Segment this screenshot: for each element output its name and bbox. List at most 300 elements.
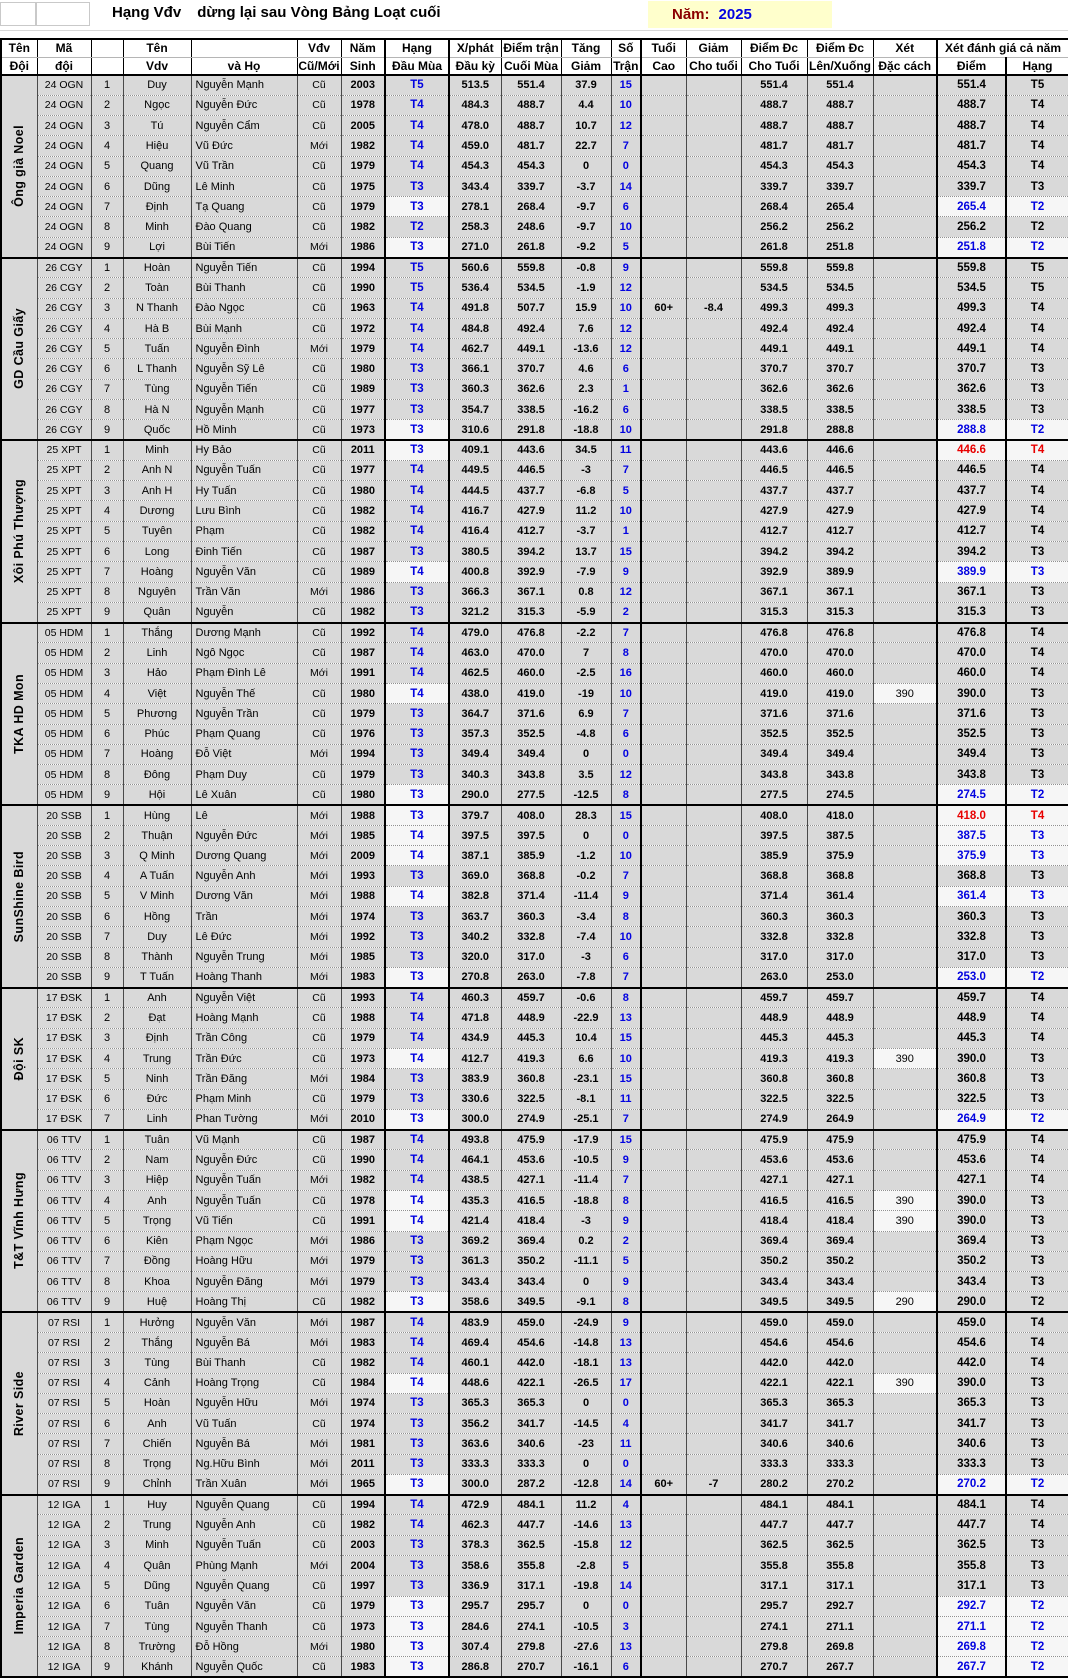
cell-start-points[interactable]: 379.7 <box>449 805 501 825</box>
cell-surname[interactable]: Hoàng Mạnh <box>191 1008 297 1028</box>
cell-points-for-age[interactable]: 459.0 <box>741 1312 807 1332</box>
cell-special-review[interactable] <box>873 1353 937 1373</box>
cell-birth-year[interactable]: 2003 <box>341 1535 385 1555</box>
cell-points-up-down[interactable]: 534.5 <box>807 278 873 298</box>
cell-start-rank[interactable]: T3 <box>385 947 449 967</box>
col-header-age-deduction-line2[interactable]: Cho tuổi <box>686 57 741 75</box>
cell-old-new[interactable]: Cũ <box>297 1576 341 1596</box>
cell-special-review[interactable] <box>873 95 937 115</box>
cell-first-name[interactable]: Chỉnh <box>123 1474 191 1494</box>
cell-change[interactable]: -1.9 <box>561 278 611 298</box>
cell-start-rank[interactable]: T3 <box>385 379 449 399</box>
cell-surname[interactable]: Phùng Mạnh <box>191 1556 297 1576</box>
cell-start-rank[interactable]: T3 <box>385 724 449 744</box>
cell-old-new[interactable]: Cũ <box>297 643 341 663</box>
cell-start-rank[interactable]: T3 <box>385 907 449 927</box>
cell-old-new[interactable]: Mới <box>297 1170 341 1190</box>
cell-team-code[interactable]: 07 RSI <box>37 1312 91 1332</box>
cell-old-new[interactable]: Mới <box>297 136 341 156</box>
cell-team-code[interactable]: 06 TTV <box>37 1130 91 1150</box>
cell-change[interactable]: -12.5 <box>561 785 611 805</box>
cell-points-up-down[interactable]: 371.6 <box>807 704 873 724</box>
cell-change[interactable]: -15.8 <box>561 1535 611 1555</box>
cell-birth-year[interactable]: 1989 <box>341 379 385 399</box>
cell-points-up-down[interactable]: 412.7 <box>807 521 873 541</box>
cell-points-for-age[interactable]: 277.5 <box>741 785 807 805</box>
cell-index[interactable]: 5 <box>91 704 123 724</box>
cell-special-review[interactable] <box>873 359 937 379</box>
cell-age-deduction[interactable] <box>686 765 741 785</box>
cell-index[interactable]: 1 <box>91 988 123 1008</box>
cell-birth-year[interactable]: 1963 <box>341 298 385 318</box>
cell-points-up-down[interactable]: 251.8 <box>807 237 873 257</box>
cell-start-rank[interactable]: T3 <box>385 1556 449 1576</box>
cell-end-points[interactable]: 371.4 <box>501 886 561 906</box>
cell-final-rank[interactable]: T4 <box>1006 1312 1068 1332</box>
cell-age[interactable] <box>641 1130 686 1150</box>
cell-matches[interactable]: 13 <box>611 1008 641 1028</box>
cell-team-code[interactable]: 05 HDM <box>37 683 91 703</box>
cell-surname[interactable]: Nguyễn Trung <box>191 947 297 967</box>
col-header-change-line2[interactable]: Giảm <box>561 57 611 75</box>
cell-team-code[interactable]: 24 OGN <box>37 176 91 196</box>
cell-surname[interactable]: Nguyễn Quốc <box>191 1657 297 1677</box>
cell-team-code[interactable]: 25 XPT <box>37 460 91 480</box>
cell-old-new[interactable]: Cũ <box>297 197 341 217</box>
cell-age[interactable] <box>641 1049 686 1069</box>
cell-start-rank[interactable]: T4 <box>385 1130 449 1150</box>
cell-start-points[interactable]: 484.8 <box>449 318 501 338</box>
cell-age[interactable] <box>641 1231 686 1251</box>
cell-age[interactable] <box>641 765 686 785</box>
cell-index[interactable]: 6 <box>91 907 123 927</box>
cell-final-rank[interactable]: T3 <box>1006 176 1068 196</box>
cell-final-rank[interactable]: T2 <box>1006 1292 1068 1312</box>
cell-team-code[interactable]: 06 TTV <box>37 1251 91 1271</box>
cell-change[interactable]: 4.6 <box>561 359 611 379</box>
cell-final-points[interactable]: 475.9 <box>937 1130 1006 1150</box>
cell-points-up-down[interactable]: 360.3 <box>807 907 873 927</box>
cell-special-review[interactable] <box>873 521 937 541</box>
cell-final-rank[interactable]: T2 <box>1006 1637 1068 1657</box>
cell-points-up-down[interactable]: 442.0 <box>807 1353 873 1373</box>
cell-age-deduction[interactable] <box>686 460 741 480</box>
col-header-surname[interactable] <box>191 39 297 57</box>
cell-start-points[interactable]: 300.0 <box>449 1109 501 1129</box>
cell-end-points[interactable]: 459.7 <box>501 988 561 1008</box>
cell-final-rank[interactable]: T3 <box>1006 1454 1068 1474</box>
cell-surname[interactable]: Phạm Duy <box>191 765 297 785</box>
cell-points-for-age[interactable]: 360.8 <box>741 1069 807 1089</box>
cell-end-points[interactable]: 248.6 <box>501 217 561 237</box>
cell-final-rank[interactable]: T3 <box>1006 1414 1068 1434</box>
cell-special-review[interactable] <box>873 663 937 683</box>
cell-start-rank[interactable]: T3 <box>385 541 449 561</box>
cell-points-for-age[interactable]: 274.1 <box>741 1616 807 1636</box>
cell-end-points[interactable]: 368.8 <box>501 866 561 886</box>
cell-start-points[interactable]: 438.0 <box>449 683 501 703</box>
cell-final-points[interactable]: 375.9 <box>937 846 1006 866</box>
cell-old-new[interactable]: Cũ <box>297 116 341 136</box>
cell-old-new[interactable]: Mới <box>297 947 341 967</box>
cell-final-points[interactable]: 343.8 <box>937 765 1006 785</box>
cell-start-points[interactable]: 491.8 <box>449 298 501 318</box>
cell-matches[interactable]: 14 <box>611 1474 641 1494</box>
cell-matches[interactable]: 11 <box>611 440 641 460</box>
cell-index[interactable]: 1 <box>91 1312 123 1332</box>
team-name-cell[interactable] <box>1 988 37 1130</box>
cell-start-points[interactable]: 300.0 <box>449 1474 501 1494</box>
cell-special-review[interactable] <box>873 501 937 521</box>
cell-index[interactable]: 2 <box>91 643 123 663</box>
cell-old-new[interactable]: Mới <box>297 825 341 845</box>
cell-points-up-down[interactable]: 454.6 <box>807 1332 873 1352</box>
cell-final-points[interactable]: 361.4 <box>937 886 1006 906</box>
cell-index[interactable]: 1 <box>91 1130 123 1150</box>
cell-matches[interactable]: 12 <box>611 582 641 602</box>
cell-matches[interactable]: 0 <box>611 156 641 176</box>
cell-age[interactable] <box>641 460 686 480</box>
cell-matches[interactable]: 9 <box>611 562 641 582</box>
cell-old-new[interactable]: Cũ <box>297 176 341 196</box>
cell-index[interactable]: 8 <box>91 765 123 785</box>
cell-first-name[interactable]: Quân <box>123 602 191 622</box>
cell-old-new[interactable]: Cũ <box>297 1190 341 1210</box>
col-header-birth-year[interactable]: Năm <box>341 39 385 57</box>
cell-index[interactable]: 2 <box>91 1332 123 1352</box>
cell-age-deduction[interactable] <box>686 1535 741 1555</box>
cell-points-for-age[interactable]: 470.0 <box>741 643 807 663</box>
cell-age-deduction[interactable] <box>686 623 741 643</box>
cell-points-up-down[interactable]: 447.7 <box>807 1515 873 1535</box>
cell-first-name[interactable]: Tùng <box>123 1353 191 1373</box>
cell-start-points[interactable]: 364.7 <box>449 704 501 724</box>
cell-start-points[interactable]: 363.7 <box>449 907 501 927</box>
cell-age[interactable] <box>641 1190 686 1210</box>
cell-start-rank[interactable]: T3 <box>385 1576 449 1596</box>
cell-change[interactable]: -14.8 <box>561 1332 611 1352</box>
cell-change[interactable]: -11.1 <box>561 1251 611 1271</box>
cell-change[interactable]: -9.1 <box>561 1292 611 1312</box>
cell-final-points[interactable]: 453.6 <box>937 1150 1006 1170</box>
cell-age-deduction[interactable] <box>686 1393 741 1413</box>
cell-points-up-down[interactable]: 267.7 <box>807 1657 873 1677</box>
cell-old-new[interactable]: Cũ <box>297 765 341 785</box>
cell-index[interactable]: 7 <box>91 197 123 217</box>
cell-birth-year[interactable]: 2011 <box>341 440 385 460</box>
cell-start-points[interactable]: 479.0 <box>449 623 501 643</box>
cell-old-new[interactable]: Cũ <box>297 562 341 582</box>
cell-birth-year[interactable]: 1979 <box>341 156 385 176</box>
cell-change[interactable]: -26.5 <box>561 1373 611 1393</box>
cell-points-up-down[interactable]: 475.9 <box>807 1130 873 1150</box>
cell-points-up-down[interactable]: 274.5 <box>807 785 873 805</box>
cell-age[interactable] <box>641 1556 686 1576</box>
cell-team-code[interactable]: 06 TTV <box>37 1272 91 1292</box>
cell-matches[interactable]: 10 <box>611 1049 641 1069</box>
cell-final-rank[interactable]: T4 <box>1006 988 1068 1008</box>
cell-index[interactable]: 1 <box>91 440 123 460</box>
cell-final-points[interactable]: 459.7 <box>937 988 1006 1008</box>
cell-final-rank[interactable]: T3 <box>1006 379 1068 399</box>
cell-change[interactable]: 28.3 <box>561 805 611 825</box>
cell-final-rank[interactable]: T3 <box>1006 947 1068 967</box>
cell-final-points[interactable]: 370.7 <box>937 359 1006 379</box>
cell-age[interactable] <box>641 379 686 399</box>
cell-first-name[interactable]: T Tuấn <box>123 967 191 987</box>
cell-start-points[interactable]: 484.3 <box>449 95 501 115</box>
cell-special-review[interactable] <box>873 1150 937 1170</box>
cell-points-for-age[interactable]: 295.7 <box>741 1596 807 1616</box>
cell-points-for-age[interactable]: 291.8 <box>741 420 807 440</box>
cell-change[interactable]: 22.7 <box>561 136 611 156</box>
cell-age[interactable] <box>641 846 686 866</box>
cell-index[interactable]: 6 <box>91 1231 123 1251</box>
cell-age[interactable] <box>641 1495 686 1515</box>
cell-team-code[interactable]: 26 CGY <box>37 359 91 379</box>
cell-final-rank[interactable]: T4 <box>1006 643 1068 663</box>
cell-end-points[interactable]: 427.9 <box>501 501 561 521</box>
cell-index[interactable]: 9 <box>91 420 123 440</box>
cell-start-rank[interactable]: T3 <box>385 1069 449 1089</box>
cell-points-up-down[interactable]: 460.0 <box>807 663 873 683</box>
cell-birth-year[interactable]: 2005 <box>341 116 385 136</box>
cell-final-rank[interactable]: T3 <box>1006 1556 1068 1576</box>
cell-points-up-down[interactable]: 270.2 <box>807 1474 873 1494</box>
cell-change[interactable]: -4.8 <box>561 724 611 744</box>
cell-index[interactable]: 7 <box>91 744 123 764</box>
cell-index[interactable]: 7 <box>91 927 123 947</box>
cell-first-name[interactable]: Trường <box>123 1637 191 1657</box>
cell-age-deduction[interactable] <box>686 541 741 561</box>
cell-points-up-down[interactable]: 317.1 <box>807 1576 873 1596</box>
cell-final-points[interactable]: 492.4 <box>937 318 1006 338</box>
cell-points-up-down[interactable]: 459.7 <box>807 988 873 1008</box>
cell-index[interactable]: 2 <box>91 1515 123 1535</box>
cell-points-for-age[interactable]: 280.2 <box>741 1474 807 1494</box>
cell-age[interactable] <box>641 1657 686 1677</box>
cell-points-for-age[interactable]: 460.0 <box>741 663 807 683</box>
cell-final-rank[interactable]: T3 <box>1006 825 1068 845</box>
cell-team-code[interactable]: 17 ĐSK <box>37 988 91 1008</box>
cell-final-points[interactable]: 253.0 <box>937 967 1006 987</box>
cell-change[interactable]: -7.4 <box>561 927 611 947</box>
cell-birth-year[interactable]: 1972 <box>341 318 385 338</box>
cell-team-code[interactable]: 25 XPT <box>37 582 91 602</box>
cell-team-code[interactable]: 24 OGN <box>37 75 91 95</box>
cell-team-code[interactable]: 05 HDM <box>37 765 91 785</box>
cell-age-deduction[interactable] <box>686 1150 741 1170</box>
cell-start-rank[interactable]: T4 <box>385 1495 449 1515</box>
cell-points-for-age[interactable]: 263.0 <box>741 967 807 987</box>
cell-team-code[interactable]: 26 CGY <box>37 379 91 399</box>
cell-points-up-down[interactable]: 256.2 <box>807 217 873 237</box>
cell-end-points[interactable]: 263.0 <box>501 967 561 987</box>
cell-points-for-age[interactable]: 437.7 <box>741 481 807 501</box>
cell-first-name[interactable]: Hoàn <box>123 1393 191 1413</box>
cell-matches[interactable]: 5 <box>611 481 641 501</box>
cell-first-name[interactable]: Minh <box>123 440 191 460</box>
cell-points-up-down[interactable]: 271.1 <box>807 1616 873 1636</box>
cell-final-points[interactable]: 317.1 <box>937 1576 1006 1596</box>
cell-points-for-age[interactable]: 317.0 <box>741 947 807 967</box>
cell-team-code[interactable]: 24 OGN <box>37 197 91 217</box>
cell-special-review[interactable] <box>873 460 937 480</box>
cell-final-rank[interactable]: T4 <box>1006 339 1068 359</box>
cell-change[interactable]: 10.4 <box>561 1028 611 1048</box>
cell-age[interactable]: 60+ <box>641 1474 686 1494</box>
cell-team-code[interactable]: 05 HDM <box>37 663 91 683</box>
cell-old-new[interactable]: Mới <box>297 1434 341 1454</box>
cell-team-code[interactable]: 24 OGN <box>37 156 91 176</box>
cell-birth-year[interactable]: 1988 <box>341 805 385 825</box>
cell-final-rank[interactable]: T4 <box>1006 663 1068 683</box>
cell-points-for-age[interactable]: 268.4 <box>741 197 807 217</box>
cell-end-points[interactable]: 317.0 <box>501 947 561 967</box>
cell-special-review[interactable] <box>873 846 937 866</box>
col-header-code-line2[interactable]: đội <box>37 57 91 75</box>
cell-index[interactable]: 5 <box>91 1393 123 1413</box>
cell-team-code[interactable]: 05 HDM <box>37 623 91 643</box>
cell-final-rank[interactable]: T3 <box>1006 866 1068 886</box>
cell-start-points[interactable]: 448.6 <box>449 1373 501 1393</box>
cell-change[interactable]: -9.7 <box>561 217 611 237</box>
cell-end-points[interactable]: 338.5 <box>501 400 561 420</box>
cell-final-points[interactable]: 368.8 <box>937 866 1006 886</box>
cell-points-for-age[interactable]: 442.0 <box>741 1353 807 1373</box>
cell-end-points[interactable]: 418.4 <box>501 1211 561 1231</box>
cell-start-points[interactable]: 343.4 <box>449 1272 501 1292</box>
cell-team-code[interactable]: 20 SSB <box>37 825 91 845</box>
cell-special-review[interactable] <box>873 379 937 399</box>
cell-points-for-age[interactable]: 446.5 <box>741 460 807 480</box>
cell-end-points[interactable]: 507.7 <box>501 298 561 318</box>
cell-final-points[interactable]: 446.5 <box>937 460 1006 480</box>
cell-index[interactable]: 5 <box>91 339 123 359</box>
cell-end-points[interactable]: 442.0 <box>501 1353 561 1373</box>
cell-surname[interactable]: Nguyễn Việt <box>191 988 297 1008</box>
cell-points-up-down[interactable]: 488.7 <box>807 95 873 115</box>
cell-team-code[interactable]: 12 IGA <box>37 1657 91 1677</box>
cell-birth-year[interactable]: 1979 <box>341 704 385 724</box>
cell-index[interactable]: 5 <box>91 521 123 541</box>
cell-change[interactable]: 6.6 <box>561 1049 611 1069</box>
cell-age-deduction[interactable] <box>686 95 741 115</box>
cell-points-up-down[interactable]: 338.5 <box>807 400 873 420</box>
cell-start-rank[interactable]: T3 <box>385 1474 449 1494</box>
cell-final-rank[interactable]: T2 <box>1006 1657 1068 1677</box>
cell-change[interactable]: -19 <box>561 683 611 703</box>
cell-final-points[interactable]: 322.5 <box>937 1089 1006 1109</box>
cell-first-name[interactable]: Quân <box>123 1556 191 1576</box>
cell-surname[interactable]: Vũ Tuấn <box>191 1414 297 1434</box>
cell-surname[interactable]: Lê Minh <box>191 176 297 196</box>
cell-old-new[interactable]: Mới <box>297 1332 341 1352</box>
cell-surname[interactable]: Hoàng Thanh <box>191 967 297 987</box>
cell-final-points[interactable]: 412.7 <box>937 521 1006 541</box>
cell-team-code[interactable]: 06 TTV <box>37 1190 91 1210</box>
cell-age-deduction[interactable] <box>686 1515 741 1535</box>
cell-team-code[interactable]: 17 ĐSK <box>37 1049 91 1069</box>
cell-points-up-down[interactable]: 370.7 <box>807 359 873 379</box>
cell-points-for-age[interactable]: 488.7 <box>741 95 807 115</box>
cell-age[interactable] <box>641 602 686 622</box>
team-name-cell[interactable] <box>1 258 37 441</box>
cell-first-name[interactable]: Trọng <box>123 1454 191 1474</box>
cell-index[interactable]: 2 <box>91 95 123 115</box>
cell-special-review[interactable] <box>873 237 937 257</box>
cell-points-up-down[interactable]: 446.5 <box>807 460 873 480</box>
cell-team-code[interactable]: 26 CGY <box>37 258 91 278</box>
cell-age-deduction[interactable] <box>686 116 741 136</box>
cell-start-points[interactable]: 471.8 <box>449 1008 501 1028</box>
cell-team-code[interactable]: 07 RSI <box>37 1414 91 1434</box>
cell-matches[interactable]: 1 <box>611 521 641 541</box>
cell-age-deduction[interactable] <box>686 724 741 744</box>
cell-start-rank[interactable]: T4 <box>385 95 449 115</box>
cell-change[interactable]: -3.4 <box>561 907 611 927</box>
team-name-cell[interactable] <box>1 75 37 258</box>
cell-start-rank[interactable]: T4 <box>385 1190 449 1210</box>
cell-points-for-age[interactable]: 447.7 <box>741 1515 807 1535</box>
cell-age-deduction[interactable] <box>686 988 741 1008</box>
cell-team-code[interactable]: 12 IGA <box>37 1556 91 1576</box>
cell-points-for-age[interactable]: 559.8 <box>741 258 807 278</box>
cell-points-for-age[interactable]: 427.9 <box>741 501 807 521</box>
cell-age-deduction[interactable] <box>686 197 741 217</box>
cell-points-for-age[interactable]: 443.6 <box>741 440 807 460</box>
cell-change[interactable]: -18.8 <box>561 420 611 440</box>
cell-first-name[interactable]: Minh <box>123 217 191 237</box>
col-header-first-name-line2[interactable]: Vdv <box>123 57 191 75</box>
cell-birth-year[interactable]: 1992 <box>341 623 385 643</box>
cell-surname[interactable]: Nguyễn Văn <box>191 562 297 582</box>
cell-matches[interactable]: 9 <box>611 886 641 906</box>
cell-special-review[interactable] <box>873 643 937 663</box>
cell-old-new[interactable]: Mới <box>297 967 341 987</box>
cell-final-rank[interactable]: T4 <box>1006 805 1068 825</box>
cell-final-rank[interactable]: T3 <box>1006 704 1068 724</box>
cell-index[interactable]: 9 <box>91 1474 123 1494</box>
cell-surname[interactable]: Dương Văn <box>191 886 297 906</box>
cell-start-rank[interactable]: T3 <box>385 765 449 785</box>
cell-birth-year[interactable]: 1993 <box>341 988 385 1008</box>
cell-points-up-down[interactable]: 341.7 <box>807 1414 873 1434</box>
cell-change[interactable]: -0.8 <box>561 258 611 278</box>
cell-age[interactable] <box>641 359 686 379</box>
cell-index[interactable]: 9 <box>91 785 123 805</box>
cell-points-for-age[interactable]: 492.4 <box>741 318 807 338</box>
cell-points-for-age[interactable]: 499.3 <box>741 298 807 318</box>
cell-age[interactable] <box>641 237 686 257</box>
cell-end-points[interactable]: 362.6 <box>501 379 561 399</box>
cell-matches[interactable]: 7 <box>611 866 641 886</box>
cell-points-for-age[interactable]: 534.5 <box>741 278 807 298</box>
cell-matches[interactable]: 6 <box>611 359 641 379</box>
cell-start-rank[interactable]: T4 <box>385 846 449 866</box>
cell-points-up-down[interactable]: 470.0 <box>807 643 873 663</box>
cell-team-code[interactable]: 06 TTV <box>37 1170 91 1190</box>
cell-change[interactable]: -3.7 <box>561 521 611 541</box>
cell-final-rank[interactable]: T3 <box>1006 1190 1068 1210</box>
cell-age-deduction[interactable] <box>686 663 741 683</box>
cell-change[interactable]: 34.5 <box>561 440 611 460</box>
cell-surname[interactable]: Vũ Tiến <box>191 1211 297 1231</box>
cell-start-rank[interactable]: T4 <box>385 623 449 643</box>
cell-special-review[interactable] <box>873 1109 937 1129</box>
cell-age-deduction[interactable] <box>686 1028 741 1048</box>
cell-birth-year[interactable]: 1983 <box>341 967 385 987</box>
